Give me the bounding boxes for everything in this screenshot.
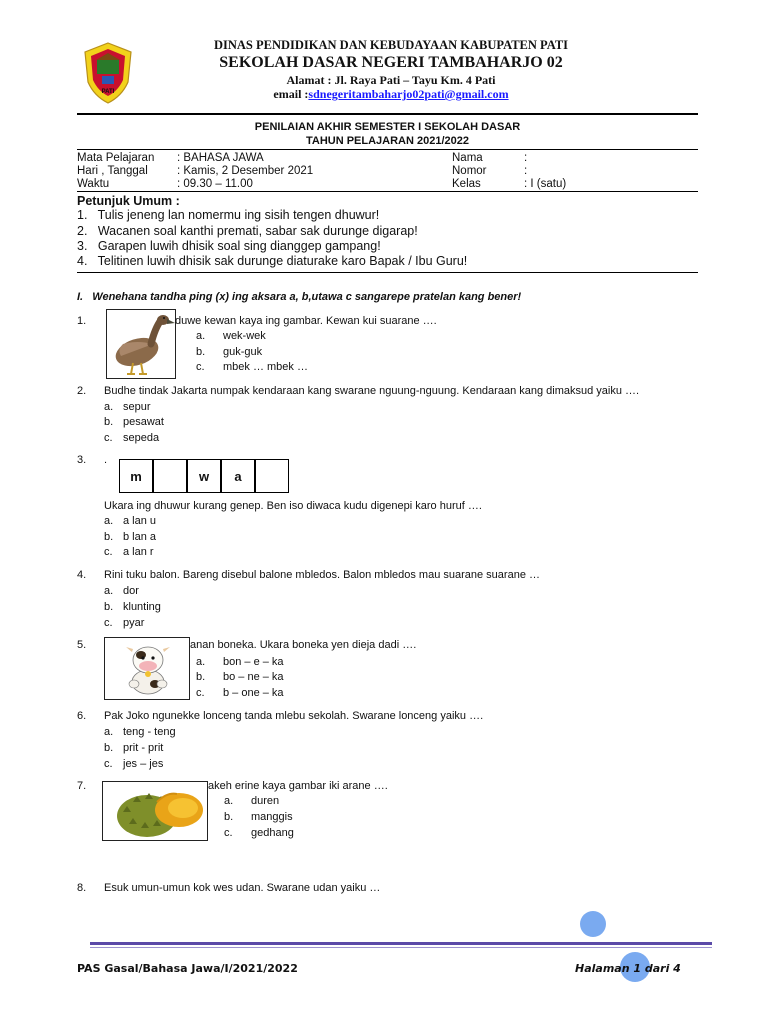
option-label[interactable]: b. [196, 346, 206, 358]
option-text: sepeda [123, 432, 160, 444]
student-name-field[interactable]: : [524, 152, 528, 164]
option-text: bo – ne – ka [223, 671, 284, 683]
option-label[interactable]: c. [196, 361, 205, 373]
student-number-label: Nomor [452, 165, 487, 177]
question-number: 2. [77, 385, 87, 397]
email-line [77, 87, 705, 102]
exam-title: PENILAIAN AKHIR SEMESTER I SEKOLAH DASAR [254, 121, 521, 133]
instruction-item: 3. Garapen luwih dhisik soal sing dianggep gampang! [77, 239, 381, 253]
option-label[interactable]: a. [104, 726, 114, 738]
question-number: 5. [77, 639, 87, 651]
subject-value: : BAHASA JAWA [177, 152, 264, 164]
letter-boxes [119, 459, 291, 493]
instructions-title: Petunjuk Umum : [77, 194, 180, 208]
option-text: bon – e – ka [223, 656, 284, 668]
question-number: 6. [77, 710, 87, 722]
question-text: Budhe tindak Jakarta numpak kendaraan kang swarane nguung-nguung. Kendaraan kang dimaksud yaiku …. [104, 385, 640, 397]
question-number: 4. [77, 569, 87, 581]
option-text: wek-wek [223, 330, 266, 342]
cow-doll-image [104, 637, 190, 700]
question-text: Ukara ing dhuwur kurang genep. Ben iso diwaca kudu digenepi karo huruf …. [104, 500, 482, 512]
option-label[interactable]: a. [104, 585, 114, 597]
option-text: b lan a [123, 531, 157, 543]
option-label[interactable]: a. [224, 795, 234, 807]
question-text: Rini tuku balon. Bareng disebul balone mbledos. Balon mbledos mau suarane suarane … [104, 569, 540, 581]
option-text: prit - prit [123, 742, 164, 754]
subject-label: Mata Pelajaran [77, 152, 155, 164]
header-rule-thick [77, 113, 698, 115]
instruction-item: 4. Telitinen luwih dhisik sak durunge diaturake karo Bapak / Ibu Guru! [77, 254, 468, 268]
option-label[interactable]: c. [104, 758, 113, 770]
option-text: a lan r [123, 546, 154, 558]
option-label[interactable]: c. [196, 687, 205, 699]
page-indicator-dot [580, 911, 606, 937]
instruction-item: 2. Wacanen soal kanthi premati, sabar sak durunge digarap! [77, 224, 418, 238]
option-text: guk-guk [223, 346, 263, 358]
durian-image [102, 781, 208, 841]
question-text: Esuk umun-umun kok wes udan. Swarane udan yaiku … [104, 882, 381, 894]
class-label: Kelas [452, 178, 481, 190]
option-text: gedhang [251, 827, 294, 839]
question-number: 8. [77, 882, 87, 894]
option-text: mbek … mbek … [223, 361, 308, 373]
option-text: dor [123, 585, 139, 597]
letter-box: a [221, 459, 255, 493]
duck-image [106, 309, 176, 379]
class-value: : I (satu) [524, 178, 567, 190]
email-link[interactable]: sdnegeritambaharjo02pati@gmail.com [308, 87, 509, 101]
letter-box[interactable] [255, 459, 289, 493]
question-text: akeh erine kaya gambar iki arane …. [208, 780, 388, 792]
option-text: b – one – ka [223, 687, 284, 699]
option-text: pyar [123, 617, 145, 629]
info-rule [77, 191, 698, 192]
email-label: email : [273, 87, 309, 101]
letter-box: m [119, 459, 153, 493]
question-text: duwe kewan kaya ing gambar. Kewan kui suarane …. [175, 315, 437, 327]
option-text: a lan u [123, 515, 157, 527]
option-label[interactable]: c. [104, 617, 113, 629]
option-label[interactable]: a. [104, 515, 114, 527]
option-label[interactable]: b. [104, 531, 114, 543]
question-text: Pak Joko ngunekke lonceng tanda mlebu sekolah. Swarane lonceng yaiku …. [104, 710, 484, 722]
option-label[interactable]: b. [196, 671, 206, 683]
option-label[interactable]: c. [224, 827, 233, 839]
option-text: klunting [123, 601, 161, 613]
option-label[interactable]: b. [104, 742, 114, 754]
option-label[interactable]: a. [196, 656, 206, 668]
logo-text: PATI [101, 89, 115, 95]
date-value: : Kamis, 2 Desember 2021 [177, 165, 314, 177]
agency-name: DINAS PENDIDIKAN DAN KEBUDAYAAN KABUPATEN PATI [213, 38, 569, 52]
exam-year: TAHUN PELAJARAN 2021/2022 [305, 135, 470, 147]
instructions-rule [77, 272, 698, 273]
school-address: Alamat : Jl. Raya Pati – Tayu Km. 4 Pati [286, 73, 496, 87]
option-label[interactable]: a. [196, 330, 206, 342]
option-text: duren [251, 795, 280, 807]
option-label[interactable]: a. [104, 401, 114, 413]
date-label: Hari , Tanggal [77, 165, 148, 177]
section-heading: I. Wenehana tandha ping (x) ing aksara a, b,utawa c sangarepe pratelan kang bener! [77, 291, 522, 303]
time-value: : 09.30 – 11.00 [177, 178, 253, 190]
option-label[interactable]: c. [104, 546, 113, 558]
title-rule [77, 149, 698, 150]
letter-box: w [187, 459, 221, 493]
question-dot: . [104, 454, 108, 466]
question-number: 3. [77, 454, 87, 466]
instruction-item: 1. Tulis jeneng lan nomermu ing sisih tengen dhuwur! [77, 208, 380, 222]
option-text: pesawat [123, 416, 164, 428]
option-text: jes – jes [123, 758, 164, 770]
option-label[interactable]: b. [104, 416, 114, 428]
footer-doc-code: PAS Gasal/Bahasa Jawa/I/2021/2022 [77, 962, 298, 975]
time-label: Waktu [77, 178, 110, 190]
option-text: sepur [123, 401, 151, 413]
option-label[interactable]: c. [104, 432, 113, 444]
option-label[interactable]: b. [224, 811, 234, 823]
question-number: 7. [77, 780, 87, 792]
option-text: teng - teng [123, 726, 176, 738]
footer-rule-thin [90, 947, 712, 948]
footer-rule [90, 942, 712, 945]
student-name-label: Nama [452, 152, 483, 164]
question-number: 1. [77, 315, 87, 327]
option-text: manggis [251, 811, 293, 823]
letter-box[interactable] [153, 459, 187, 493]
footer-page-number: Halaman 1 dari 4 [575, 962, 681, 975]
question-text: anan boneka. Ukara boneka yen dieja dadi …. [190, 639, 417, 651]
option-label[interactable]: b. [104, 601, 114, 613]
student-number-field[interactable]: : [524, 165, 528, 177]
school-name: SEKOLAH DASAR NEGERI TAMBAHARJO 02 [219, 54, 563, 71]
